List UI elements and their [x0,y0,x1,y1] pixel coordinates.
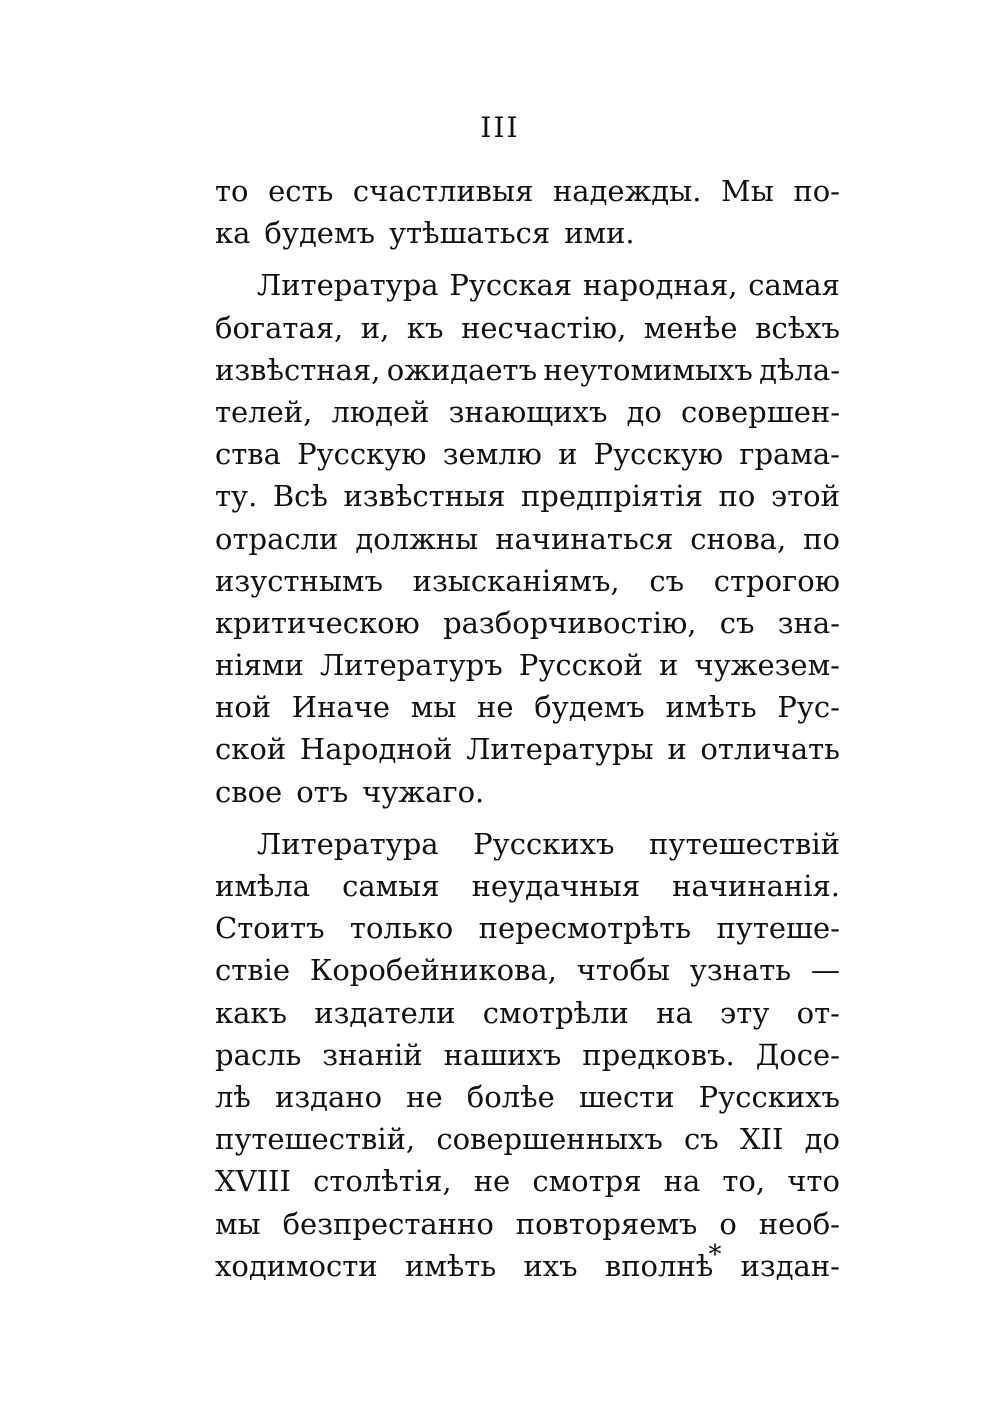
signature-mark: * [708,1240,722,1270]
text-line: ской Народной Литературы и отличать [215,732,840,767]
text-line: Литература Русская народная, самая [257,268,840,303]
text-line: какъ издатели смотрѣли на эту от- [215,995,840,1030]
text-line: путешествій, совершенныхъ съ XII до [215,1122,840,1157]
text-line: богатая, и, къ несчастію, менѣе всѣхъ [215,310,840,345]
text-line: свое отъ чужаго. [215,774,485,809]
text-line: критическою разборчивостію, съ зна- [215,605,840,640]
text-line: ніями Литературъ Русской и чужезем- [215,648,840,683]
text-line: ходимости имѣть ихъ вполнѣ издан- [215,1248,840,1283]
text-line: лѣ издано не болѣе шести Русскихъ [215,1079,840,1114]
paragraph [215,823,840,1287]
text-line: отрасли должны начинаться снова, по [215,521,840,556]
paragraph [215,264,840,812]
text-line: извѣстная, ожидаетъ неутомимыхъ дѣла- [215,352,840,387]
text-line: мы безпрестанно повторяемъ о необ- [215,1206,840,1241]
text-line: ствіе Коробейникова, чтобы узнать — [215,953,840,988]
text-line: XVIII столѣтія, не смотря на то, что [215,1164,840,1199]
text-line: имѣла самыя неудачныя начинанія. [215,869,840,903]
paragraph [215,170,840,254]
text-line: ка будемъ утѣшаться ими. [215,216,635,251]
text-line: то есть счастливыя надежды. Мы по- [215,174,840,208]
text-line: Литература Русскихъ путешествій [257,826,840,861]
text-line: расль знаній нашихъ предковъ. Досе- [215,1037,840,1072]
text-line: изустнымъ изысканіямъ, съ строгою [215,563,840,598]
text-line: ной Иначе мы не будемъ имѣть Рус- [215,690,840,725]
text-line: телей, людей знающихъ до совершен- [215,394,840,429]
page-number: III [480,111,520,144]
text-line: ту. Всѣ извѣстныя предпріятія по этой [215,479,840,514]
body-text [215,170,840,1287]
text-line: Стоитъ только пересмотрѣть путеше- [215,911,840,946]
text-line: ства Русскую землю и Русскую грама- [215,437,840,472]
